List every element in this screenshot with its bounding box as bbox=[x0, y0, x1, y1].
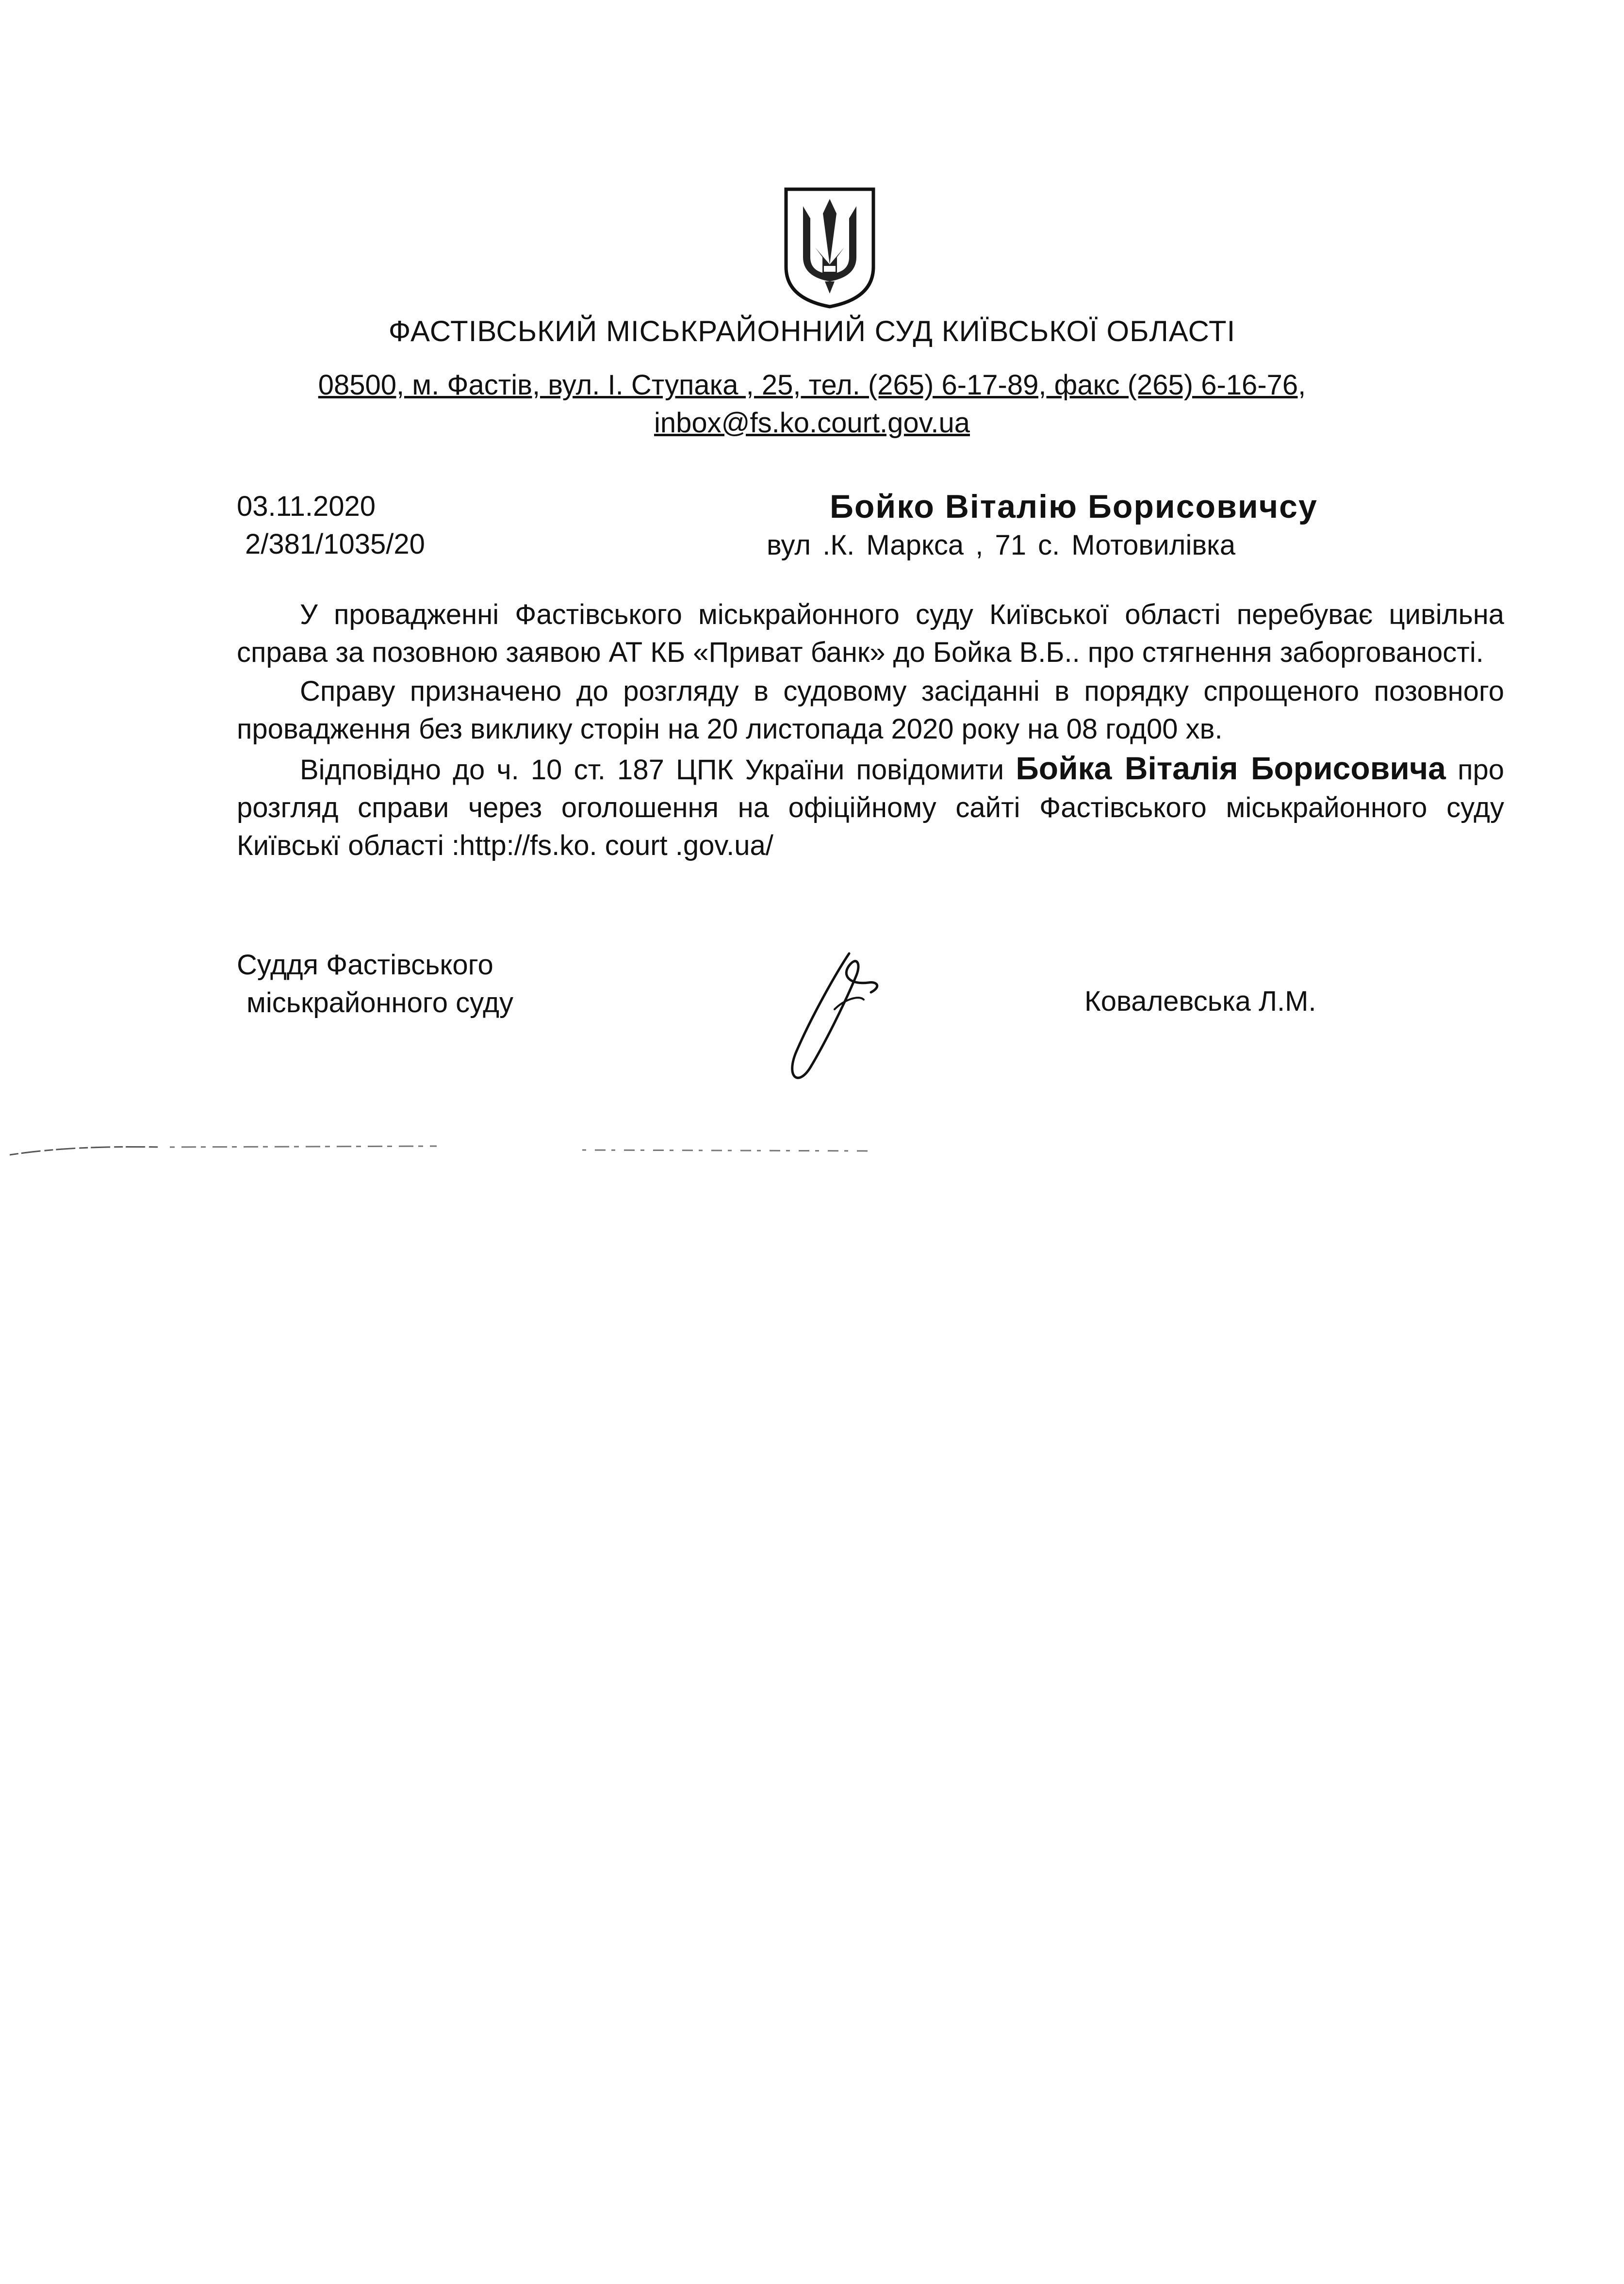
recipient-address: вул .К. Маркса , 71 с. Мотовилівка bbox=[767, 529, 1236, 561]
outgoing-number: 2/381/1035/20 bbox=[245, 528, 425, 560]
notice-defendant-name: Бойка Віталія Борисовича bbox=[1016, 750, 1446, 786]
court-email: inbox@fs.ko.court.gov.ua bbox=[654, 407, 970, 439]
document-date: 03.11.2020 bbox=[237, 491, 376, 522]
notice-text-start: Відповідно до ч. 10 ст. 187 ЦПК України повідомити bbox=[300, 754, 1016, 786]
paragraph-hearing: Справу призначено до розгляду в судовому засіданні в порядку спрощеного позовного провадження без виклику сторін на 20 листопада 2020 року на 08 год00 хв. bbox=[237, 675, 1504, 745]
recipient-name: Бойко Віталію Борисовичсу bbox=[830, 488, 1318, 525]
court-name: ФАСТІВСЬКИЙ МІСЬКРАЙОННИЙ СУД КИЇВСЬКОЇ ОБЛАСТІ bbox=[388, 315, 1236, 347]
judge-title-line-1: Суддя Фастівського bbox=[237, 949, 493, 981]
judge-title-line-2: міськрайонного суду bbox=[246, 987, 514, 1019]
handwritten-signature bbox=[776, 946, 888, 1092]
scan-artifact-line bbox=[0, 1126, 1624, 1165]
judge-title bbox=[237, 946, 513, 1022]
paragraph-notice bbox=[237, 749, 1504, 865]
judge-name: Ковалевська Л.М. bbox=[1084, 986, 1316, 1017]
notice-text-end: про розгляд справи через оголошення на офіційному сайті Фастівського міськрайонного суду Київськї області :http://fs.ko. court .gov.ua/ bbox=[237, 754, 1504, 861]
court-address: 08500, м. Фастів, вул. І. Ступака , 25, тел. (265) 6-17-89, факс (265) 6-16-76, bbox=[318, 369, 1306, 401]
paragraph-proceeding: У провадженні Фастівського міськрайонного суду Київської області перебуває цивільна справа за позовною заявою АТ КБ «Приват банк» до Бойка В.Б.. про стягнення заборгованості. bbox=[237, 599, 1504, 668]
ukraine-trident-icon bbox=[781, 184, 878, 311]
letter-body bbox=[237, 596, 1504, 866]
